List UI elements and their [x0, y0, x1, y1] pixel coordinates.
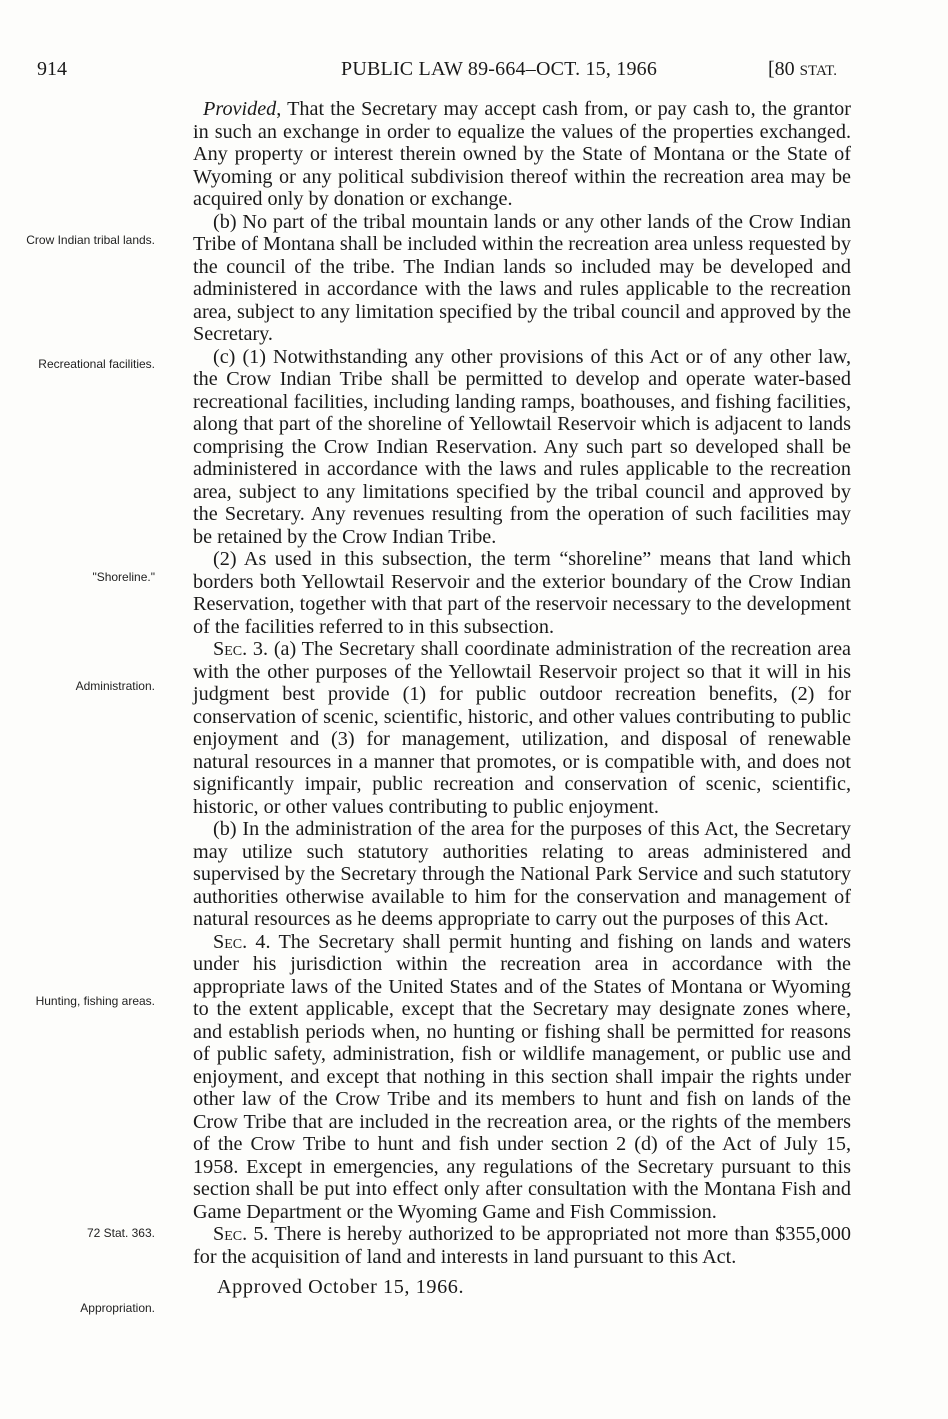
- paragraph-c1: (c) (1) Notwithstanding any other provisions of this Act or of any other law, the Crow Indian Tribe shall be permitted to develop and operate water-based recreational facilities, including landing ramps, boathouses, and fishing facilities, along that part of the shoreline of Yellowtail Reservoir which is adjacent to lands comprising the Crow Indian Reservation. Any such part so developed shall be administered in accordance with the laws and rules applicable to the recreation area, subject to any limitations specified by the tribal council and approved by the Secretary. Any revenues resulting from the operation of such facilities may be retained by the Crow Indian Tribe.: [193, 345, 851, 548]
- paragraph-sec3-a: [193, 638, 851, 818]
- sec3-label: Sec. 3.: [213, 638, 269, 660]
- running-title: PUBLIC LAW 89-664–OCT. 15, 1966: [341, 58, 658, 80]
- paragraph-sec5: [193, 1223, 851, 1268]
- margin-note-recreational: Recreational facilities.: [38, 357, 155, 371]
- sec4-text: The Secretary shall permit hunting and fishing on lands and waters under his jurisdiction within the recreation area in accordance with the appropriate laws of the United States and of the States of Montana or Wyoming to the extent applicable, except that the Secretary may designate zones where, and establish periods when, no hunting or fishing shall be permitted for reasons of public safety, administration, fish or wildlife management, or public use and enjoyment, and except that nothing in this section shall impair the rights under other law of the Crow Tribe and its members to hunt and fish on lands of the Crow Tribe that are included in the recreation area, or the rights of the members of the Crow Tribe to hunt and fish under section 2 (d) of the Act of July 15, 1958. Except in emergencies, any regulations of the Secretary pursuant to this section shall be put into effect only after consultation with the Montana Fish and Game Department or the Wyoming Game and Fish Commission.: [193, 930, 851, 1223]
- paragraph-c2: (2) As used in this subsection, the term “shoreline” means that land which borders both Yellowtail Reservoir and the exterior boundary of the Crow Indian Reservation, together with that part of the reservoir necessary to the development of the facilities referred to in this subsection.: [193, 548, 851, 638]
- paragraph-sec4: [193, 931, 851, 1224]
- paragraph-sec3-b: (b) In the administration of the area for the purposes of this Act, the Secretary may utilize such statutory authorities relating to areas administered and supervised by the Secretary through the National Park Service and such statutory authorities otherwise available to him for the conservation and management of natural resources as he deems appropriate to carry out the purposes of this Act.: [193, 818, 851, 930]
- margin-note-crow-indian: Crow Indian tribal lands.: [26, 233, 155, 247]
- statute-prefix: [80: [768, 58, 800, 80]
- margin-note-administration: Administration.: [75, 679, 155, 693]
- provided-word: Provided: [203, 98, 277, 120]
- page-header: [0, 58, 948, 88]
- margin-note-hunting: Hunting, fishing areas.: [35, 994, 155, 1008]
- provided-text: , That the Secretary may accept cash from, or pay cash to, the grantor in such an exchange in order to equalize the values of the properties exchanged. Any property or interest therein owned by the State of Montana or the State of Wyoming or any political subdivision thereof within the recreation area may be acquired only by donation or exchange.: [193, 98, 851, 210]
- sec5-label: Sec. 5.: [213, 1223, 269, 1245]
- statute-reference: [768, 58, 837, 81]
- sec5-text: There is hereby authorized to be appropriated not more than $355,000 for the acquisition of land and interests in land pursuant to this Act.: [193, 1223, 851, 1268]
- margin-note-appropriation: Appropriation.: [80, 1301, 155, 1315]
- approval-line: Approved October 15, 1966.: [217, 1276, 465, 1298]
- paragraph-b: (b) No part of the tribal mountain lands or any other lands of the Crow Indian Tribe of Montana shall be included within the recreation area unless requested by the council of the tribe. The Indian lands so included may be developed and administered in accordance with the laws and rules applicable to the recreation area, subject to any limitation specified by the tribal council and approved by the Secretary.: [193, 210, 851, 345]
- sec3-a-text: (a) The Secretary shall coordinate administration of the recreation area with the other purposes of the Yellowtail Reservoir project so that it will in his judgment best provide (1) for public outdoor recreation benefits, (2) for conservation of scenic, scientific, historic, and other values contributing to public enjoyment and (3) for management, utilization, and disposal of renewable natural resources in a manner that promotes, or is compatible with, and does not significantly impair, public recreation and conservation of scenic, scientific, historic, or other values contributing to public enjoyment.: [193, 638, 851, 818]
- body-text: [193, 98, 851, 1299]
- sec4-label: Sec. 4.: [213, 930, 271, 953]
- margin-note-stat-ref: 72 Stat. 363.: [86, 1226, 155, 1240]
- page-number: 914: [37, 58, 67, 80]
- margin-note-shoreline: "Shoreline.": [92, 570, 155, 584]
- paragraph-provided: [193, 98, 851, 211]
- statute-word: STAT.: [799, 63, 837, 79]
